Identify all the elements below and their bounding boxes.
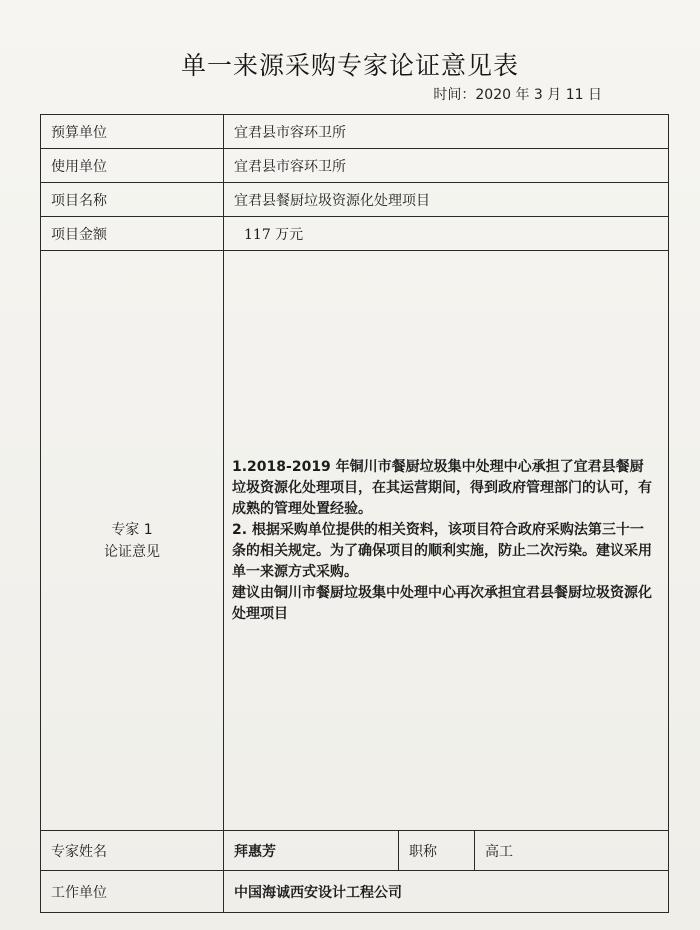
expert-name-label: 专家姓名 xyxy=(41,831,224,871)
opinion-paragraph-3: 建议由铜川市餐厨垃圾集中处理中心再次承担宜君县餐厨垃圾资源化处理项目 xyxy=(232,584,652,622)
opinion-form-table xyxy=(40,114,669,913)
row-user-unit xyxy=(41,149,669,183)
page-title: 单一来源采购专家论证意见表 xyxy=(180,51,519,80)
budget-unit-label: 预算单位 xyxy=(41,115,224,149)
work-unit-label: 工作单位 xyxy=(41,871,224,913)
project-amount-label: 项目金额 xyxy=(41,217,224,251)
user-unit-value: 宜君县市容环卫所 xyxy=(224,149,669,183)
row-project-name xyxy=(41,183,669,217)
row-expert-opinion xyxy=(41,251,669,831)
opinion-heading: 论证意见 xyxy=(104,543,160,560)
project-amount-value: 117 万元 xyxy=(224,217,669,251)
row-work-unit xyxy=(41,871,669,913)
row-budget-unit xyxy=(41,115,669,149)
row-expert-name xyxy=(41,831,669,871)
expert-title-value: 高工 xyxy=(475,831,669,871)
expert-opinion-label xyxy=(41,251,224,831)
opinion-paragraph-2: 2. 根据采购单位提供的相关资料，该项目符合政府采购法第三十一条的相关规定。为了确保项目的顺利实施，防止二次污染。建议采用单一来源方式采购。 xyxy=(232,521,652,580)
user-unit-label: 使用单位 xyxy=(41,149,224,183)
row-project-amount xyxy=(41,217,669,251)
date-line: 时间：2020 年 3 月 11 日 xyxy=(433,87,602,103)
expert-title-label: 职称 xyxy=(399,831,475,871)
budget-unit-value: 宜君县市容环卫所 xyxy=(224,115,669,149)
expert-name-value: 拜惠芳 xyxy=(224,831,399,871)
project-name-value: 宜君县餐厨垃圾资源化处理项目 xyxy=(224,183,669,217)
expert-opinion-content xyxy=(224,251,669,831)
expert-number: 专家 1 xyxy=(111,521,153,538)
project-name-label: 项目名称 xyxy=(41,183,224,217)
work-unit-value: 中国海诚西安设计工程公司 xyxy=(224,871,669,913)
opinion-paragraph-1: 1.2018-2019 年铜川市餐厨垃圾集中处理中心承担了宜君县餐厨垃圾资源化处理项目，在其运营期间，得到政府管理部门的认可，有成熟的管理处置经验。 xyxy=(232,458,652,517)
